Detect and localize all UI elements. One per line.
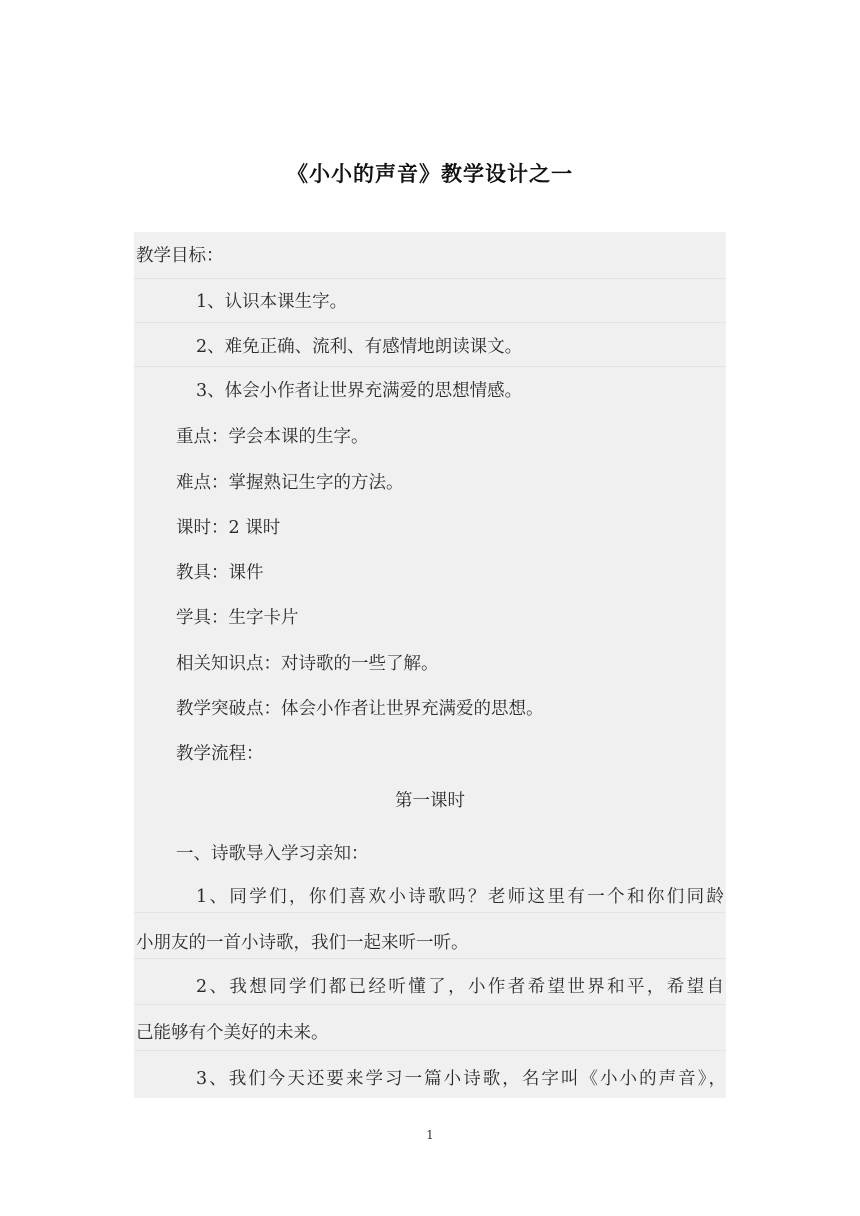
paragraph-line: 己能够有个美好的未来。 xyxy=(136,1023,329,1043)
objective-item: 3、体会小作者让世界充满爱的思想情感。 xyxy=(196,381,523,401)
row-separator xyxy=(134,912,726,913)
related-knowledge: 相关知识点：对诗歌的一些了解。 xyxy=(176,654,439,674)
row-separator xyxy=(134,278,726,279)
row-separator xyxy=(134,322,726,323)
objective-item: 1、认识本课生字。 xyxy=(196,292,348,312)
paragraph-line: 3、我们今天还要来学习一篇小诗歌，名字叫《小小的声音》， xyxy=(196,1069,726,1089)
section-heading: 一、诗歌导入学习亲知： xyxy=(176,844,369,864)
paragraph-line: 2、我想同学们都已经听懂了，小作者希望世界和平，希望自 xyxy=(196,977,724,997)
page-number: 1 xyxy=(426,1128,434,1142)
row-separator xyxy=(134,1004,726,1005)
row-separator xyxy=(134,958,726,959)
lesson-heading: 第一课时 xyxy=(395,791,465,811)
difficulty: 难点：掌握熟记生字的方法。 xyxy=(176,473,404,493)
class-hours: 课时：2 课时 xyxy=(176,518,281,538)
paragraph-line: 小朋友的一首小诗歌，我们一起来听一听。 xyxy=(136,933,469,953)
objective-item: 2、难免正确、流利、有感情地朗读课文。 xyxy=(196,337,523,357)
paragraph-line: 1、同学们，你们喜欢小诗歌吗？老师这里有一个和你们同龄 xyxy=(196,887,724,907)
objectives-heading: 教学目标： xyxy=(136,246,224,266)
key-point: 重点：学会本课的生字。 xyxy=(176,427,369,447)
row-separator xyxy=(134,366,726,367)
teaching-aids: 教具：课件 xyxy=(176,563,264,583)
document-title: 《小小的声音》教学设计之一 xyxy=(287,161,573,186)
breakthrough-point: 教学突破点：体会小作者让世界充满爱的思想。 xyxy=(176,699,544,719)
learning-aids: 学具：生字卡片 xyxy=(176,608,299,628)
process-heading: 教学流程： xyxy=(176,744,264,764)
row-separator xyxy=(134,1050,726,1051)
